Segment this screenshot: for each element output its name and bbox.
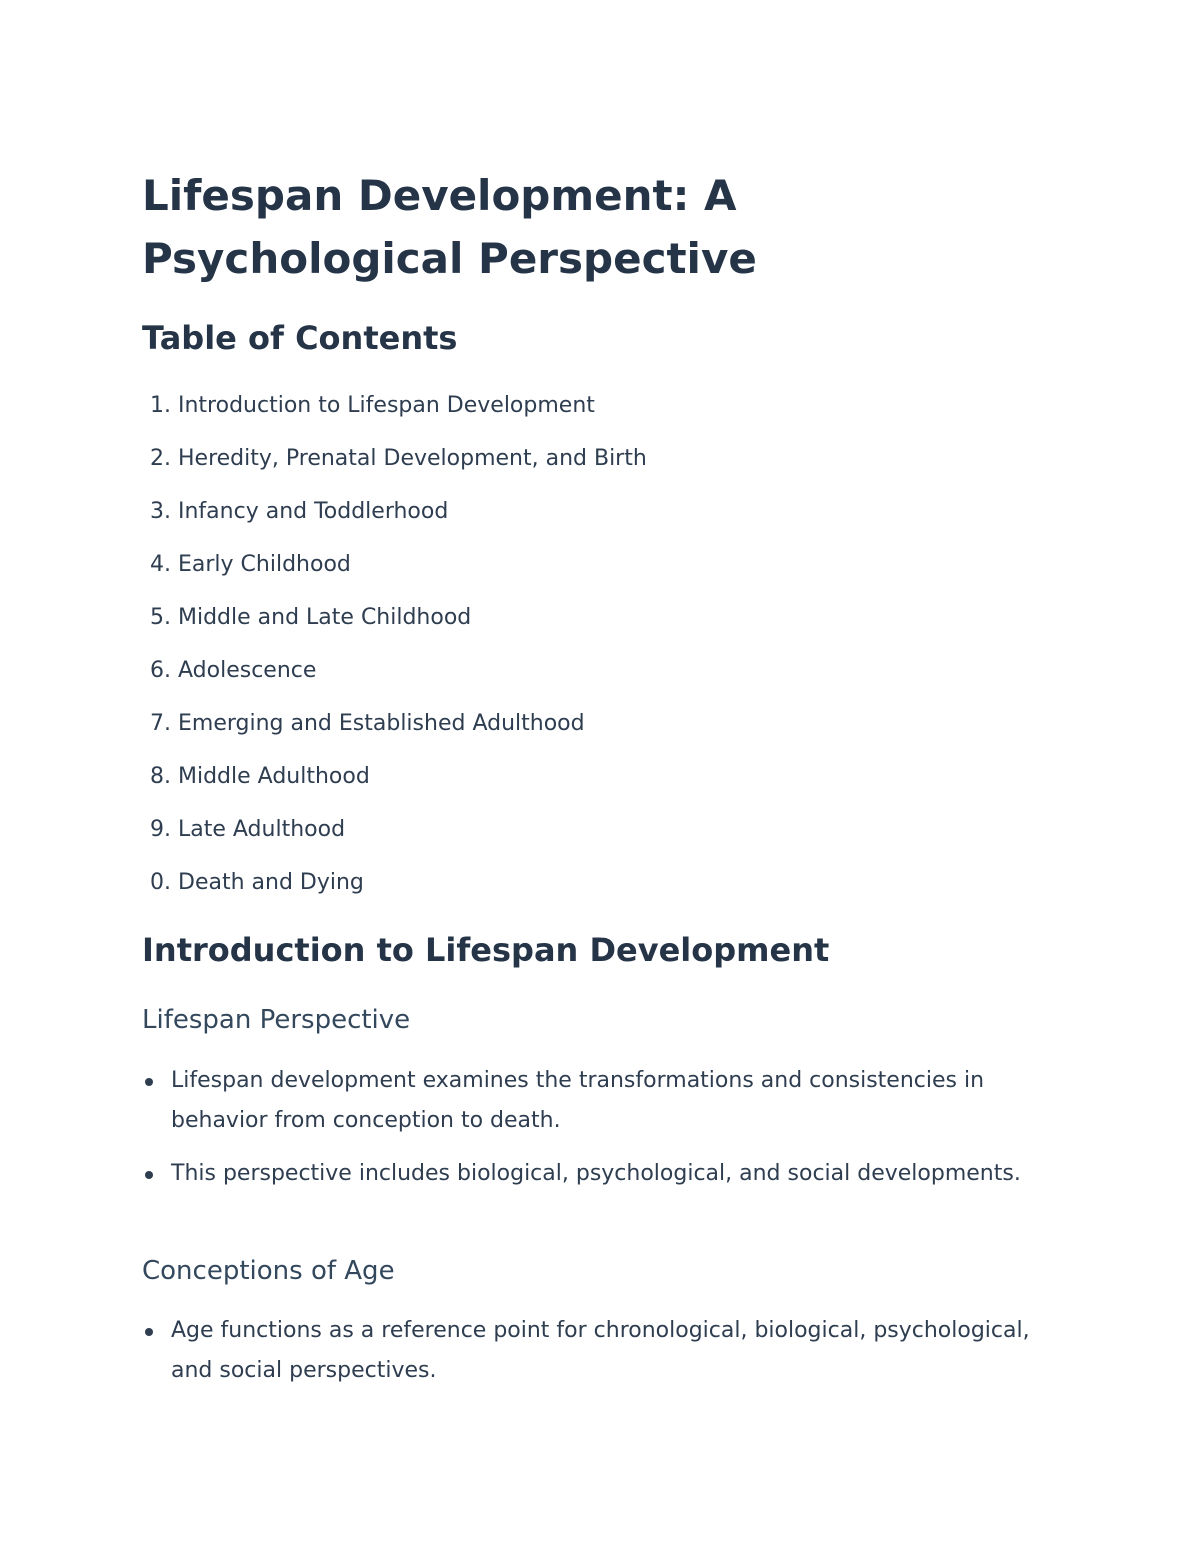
bullet-icon (145, 1171, 153, 1179)
toc-item[interactable] (142, 439, 647, 492)
list-item (142, 1061, 1062, 1141)
bullet-list (142, 1311, 1062, 1404)
toc-heading: Table of Contents (142, 319, 458, 357)
toc-item[interactable] (142, 704, 647, 757)
toc-item-label: Middle and Late Childhood (178, 605, 472, 630)
section-heading: Introduction to Lifespan Development (142, 931, 830, 969)
toc-item[interactable] (142, 598, 647, 651)
toc-item[interactable] (142, 757, 647, 810)
toc-item-number: 0. (150, 870, 171, 895)
bullet-icon (145, 1078, 153, 1086)
toc-item[interactable] (142, 863, 647, 916)
toc-item-number: 2. (150, 446, 171, 471)
subsection-heading: Lifespan Perspective (142, 1005, 411, 1035)
toc-list (142, 386, 647, 916)
toc-item-label: Death and Dying (178, 870, 364, 895)
toc-item-label: Adolescence (178, 658, 317, 683)
toc-item-number: 7. (150, 711, 171, 736)
toc-item-number: 6. (150, 658, 171, 683)
toc-item-number: 3. (150, 499, 171, 524)
toc-item[interactable] (142, 492, 647, 545)
toc-item[interactable] (142, 545, 647, 598)
list-item-text: Lifespan development examines the transformations and consistencies in behavior from conception to death. (171, 1068, 985, 1133)
toc-item-label: Infancy and Toddlerhood (178, 499, 449, 524)
list-item-text: This perspective includes biological, psychological, and social developments. (171, 1161, 1021, 1186)
list-item-text: Age functions as a reference point for chronological, biological, psychological, and social perspectives. (171, 1318, 1030, 1383)
document-title: Lifespan Development: A Psychological Perspective (142, 171, 757, 283)
toc-item-number: 8. (150, 764, 171, 789)
toc-item-label: Middle Adulthood (178, 764, 370, 789)
list-item (142, 1154, 1062, 1194)
toc-item-number: 1. (150, 393, 171, 418)
toc-item-label: Late Adulthood (178, 817, 346, 842)
toc-item-label: Heredity, Prenatal Development, and Birth (178, 446, 647, 471)
toc-item-number: 9. (150, 817, 171, 842)
bullet-list (142, 1061, 1062, 1207)
toc-item[interactable] (142, 651, 647, 704)
toc-item-number: 4. (150, 552, 171, 577)
subsection-heading: Conceptions of Age (142, 1256, 395, 1286)
toc-item[interactable] (142, 386, 647, 439)
list-item (142, 1311, 1062, 1391)
toc-item[interactable] (142, 810, 647, 863)
toc-item-label: Emerging and Established Adulthood (178, 711, 585, 736)
bullet-icon (145, 1328, 153, 1336)
toc-item-label: Early Childhood (178, 552, 351, 577)
toc-item-number: 5. (150, 605, 171, 630)
toc-item-label: Introduction to Lifespan Development (178, 393, 595, 418)
